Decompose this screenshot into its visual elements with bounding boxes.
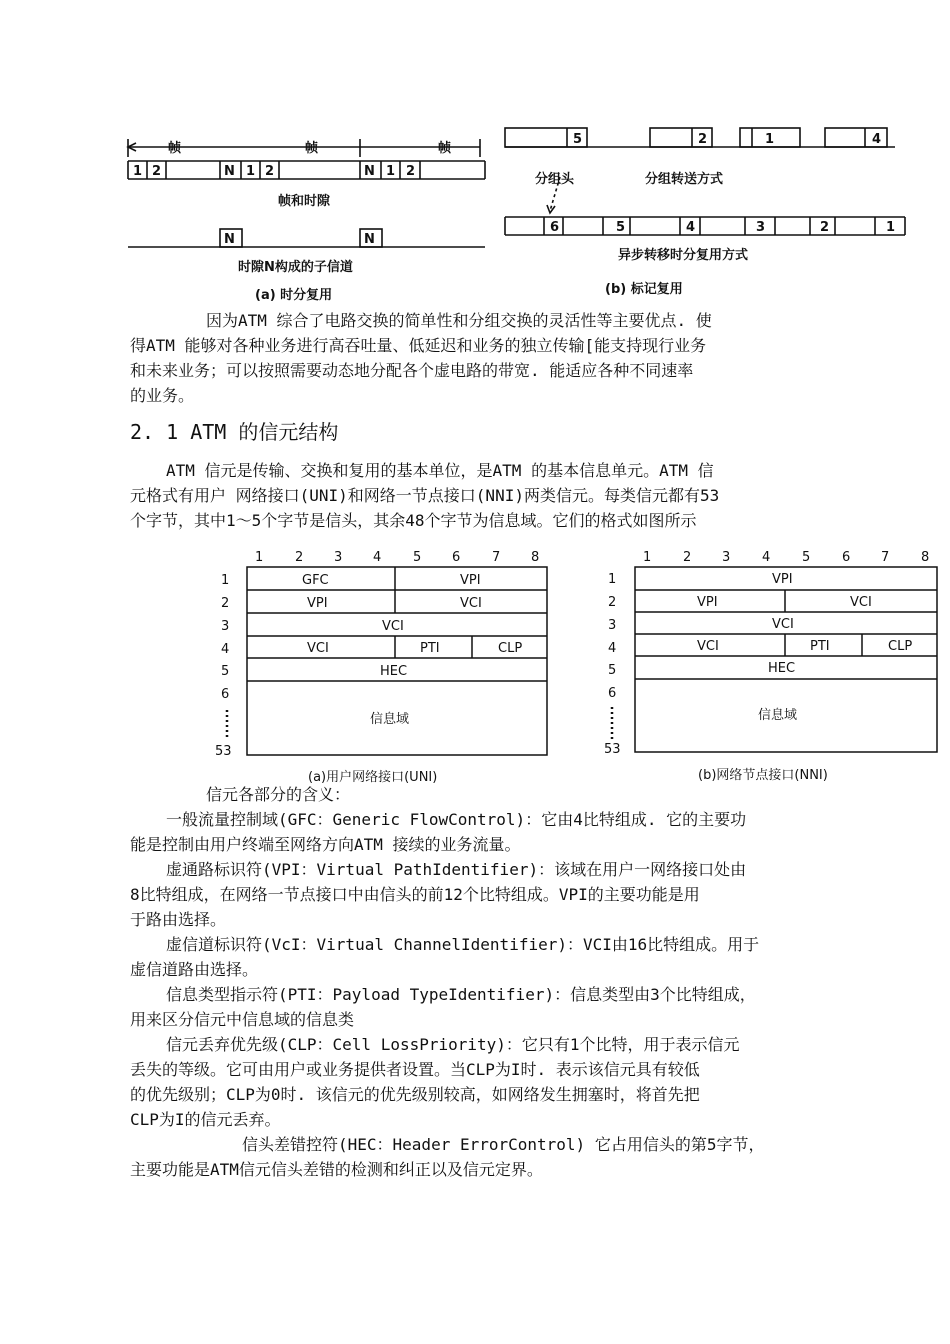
- bit-number: 2: [683, 550, 692, 565]
- bit-number: 1: [255, 550, 264, 565]
- paragraph-cell: [130, 458, 810, 533]
- row-number: 2: [608, 595, 617, 610]
- paragraph-fields: [130, 782, 810, 1182]
- row-number: 5: [608, 663, 617, 678]
- slot-label: 2: [152, 164, 162, 179]
- bit-number: 5: [802, 550, 811, 565]
- caption-subchannel: 时隙N构成的子信道: [238, 260, 353, 275]
- bit-number: 5: [413, 550, 422, 565]
- cell-label: 5: [616, 220, 626, 235]
- row-number: 4: [221, 642, 230, 657]
- bit-number: 4: [373, 550, 382, 565]
- row-number: 53: [215, 744, 232, 759]
- field-clp: CLP: [498, 641, 523, 656]
- slot-label: 1: [386, 164, 396, 179]
- slot-label: N: [364, 164, 375, 179]
- row-number: 6: [221, 687, 230, 702]
- text-line: 因为ATM 综合了电路交换的简单性和分组交换的灵活性等主要优点. 使: [206, 311, 712, 330]
- cell-label: 1: [886, 220, 896, 235]
- packet-label: 2: [698, 132, 708, 147]
- bit-number: 3: [334, 550, 343, 565]
- field-hec: HEC: [768, 661, 796, 676]
- bit-number: 3: [722, 550, 731, 565]
- field-pti: PTI: [420, 641, 440, 656]
- field-vci: VCI: [697, 639, 719, 654]
- figure-caption-a: (a) 时分复用: [255, 288, 333, 303]
- field-vci: VCI: [382, 619, 404, 634]
- text-line: 主要功能是ATM信元信头差错的检测和纠正以及信元定界。: [130, 1160, 543, 1179]
- tdm-figure: [120, 125, 920, 305]
- packet-label: 4: [872, 132, 882, 147]
- bit-number: 6: [842, 550, 851, 565]
- bit-number: 7: [492, 550, 501, 565]
- row-number: 2: [221, 596, 230, 611]
- row-number: 1: [221, 573, 230, 588]
- caption-uni: (a)用户网络接口(UNI): [308, 770, 438, 785]
- text-line: 信元丢弃优先级(CLP：Cell LossPriority)：它只有1个比特，用于表示信元: [166, 1035, 740, 1054]
- field-info: 信息域: [370, 712, 410, 727]
- row-number: 3: [221, 619, 230, 634]
- caption-nni: (b)网络节点接口(NNI): [698, 768, 828, 783]
- text-line: ATM 信元是传输、交换和复用的基本单位，是ATM 的基本信息单元。ATM 信: [166, 461, 714, 480]
- slot-label: 2: [265, 164, 275, 179]
- subchannel-slot: N: [224, 232, 235, 247]
- bit-number: 1: [643, 550, 652, 565]
- packet-label: 1: [765, 132, 775, 147]
- slot-label: 2: [406, 164, 416, 179]
- subchannel-slot: N: [364, 232, 375, 247]
- text-line: 一般流量控制域(GFC：Generic FlowControl)：它由4比特组成. 它的主要功: [166, 810, 747, 829]
- frame-label: 帧: [305, 141, 319, 156]
- cell-label: 2: [820, 220, 830, 235]
- text-line: CLP为I的信元丢弃。: [130, 1110, 281, 1129]
- field-vci: VCI: [850, 595, 872, 610]
- text-line: 能是控制由用户终端至网络方向ATM 接续的业务流量。: [130, 835, 521, 854]
- row-number: 3: [608, 618, 617, 633]
- slot-label: 1: [133, 164, 143, 179]
- frame-label: 帧: [168, 141, 182, 156]
- field-pti: PTI: [810, 639, 830, 654]
- row-number: 1: [608, 572, 617, 587]
- field-vci: VCI: [460, 596, 482, 611]
- field-hec: HEC: [380, 664, 408, 679]
- text-line: 8比特组成，在网络一节点接口中由信头的前12个比特组成。VPI的主要功能是用: [130, 885, 700, 904]
- bit-number: 6: [452, 550, 461, 565]
- field-vpi: VPI: [697, 595, 718, 610]
- bit-number: 8: [921, 550, 930, 565]
- caption-frames: 帧和时隙: [278, 194, 331, 209]
- text-line: 丢失的等级。它可由用户或业务提供者设置。当CLP为I时. 表示该信元具有较低: [130, 1060, 700, 1079]
- text-line: 和未来业务；可以按照需要动态地分配各个虚电路的带宽. 能适应各种不同速率: [130, 361, 694, 380]
- bit-number: 2: [295, 550, 304, 565]
- paragraph-intro: [130, 308, 810, 408]
- row-number: 53: [604, 742, 621, 757]
- slot-label: 1: [246, 164, 256, 179]
- slot-label: N: [224, 164, 235, 179]
- text-line: 虚信道标识符(VcI：Virtual ChannelIdentifier)：VCI由16比特组成。用于: [166, 935, 760, 954]
- cell-label: 4: [686, 220, 696, 235]
- packet-label: 5: [573, 132, 583, 147]
- bit-number: 4: [762, 550, 771, 565]
- figure-caption-b: (b) 标记复用: [605, 282, 683, 297]
- field-vci: VCI: [772, 617, 794, 632]
- text-line: 信息类型指示符(PTI：Payload TypeIdentifier)：信息类型由3个比特组成，: [166, 985, 756, 1004]
- label-header: 分组头: [535, 172, 575, 187]
- cell-format-figure: [210, 545, 945, 790]
- bit-number: 8: [531, 550, 540, 565]
- text-line: 得ATM 能够对各种业务进行高吞吐量、低延迟和业务的独立传输[能支持现行业务: [130, 336, 707, 355]
- row-number: 4: [608, 641, 617, 656]
- field-vpi: VPI: [460, 573, 481, 588]
- field-info: 信息域: [758, 708, 798, 723]
- text-line: 的优先级别；CLP为0时. 该信元的优先级别较高，如网络发生拥塞时，将首先把: [130, 1085, 700, 1104]
- text-line: 个字节，其中1～5个字节是信头，其余48个字节为信息域。它们的格式如图所示: [130, 511, 697, 530]
- frame-label: 帧: [438, 141, 452, 156]
- bit-number: 7: [881, 550, 890, 565]
- text-line: 的业务。: [130, 386, 195, 405]
- text-line: 元格式有用户 网络接口(UNI)和网络一节点接口(NNI)两类信元。每类信元都有53: [130, 486, 720, 505]
- row-number: 5: [221, 664, 230, 679]
- field-vpi: VPI: [772, 572, 793, 587]
- text-line: 虚通路标识符(VPI：Virtual PathIdentifier)：该域在用户一网络接口处由: [166, 860, 747, 879]
- text-line: 用来区分信元中信息域的信息类: [130, 1010, 355, 1029]
- section-heading: 2. 1 ATM 的信元结构: [130, 420, 339, 444]
- field-gfc: GFC: [302, 573, 329, 588]
- label-async: 异步转移时分复用方式: [618, 248, 749, 263]
- text-line: 虚信道路由选择。: [130, 960, 259, 979]
- field-vci: VCI: [307, 641, 329, 656]
- cell-label: 6: [550, 220, 560, 235]
- text-line: 信元各部分的含义：: [206, 785, 351, 804]
- field-clp: CLP: [888, 639, 913, 654]
- row-number: 6: [608, 686, 617, 701]
- field-vpi: VPI: [307, 596, 328, 611]
- text-line: 信头差错控符(HEC：Header ErrorControl) 它占用信头的第5字节，: [242, 1135, 765, 1154]
- label-packet: 分组转送方式: [645, 172, 724, 187]
- cell-label: 3: [756, 220, 766, 235]
- text-line: 于路由选择。: [130, 910, 227, 929]
